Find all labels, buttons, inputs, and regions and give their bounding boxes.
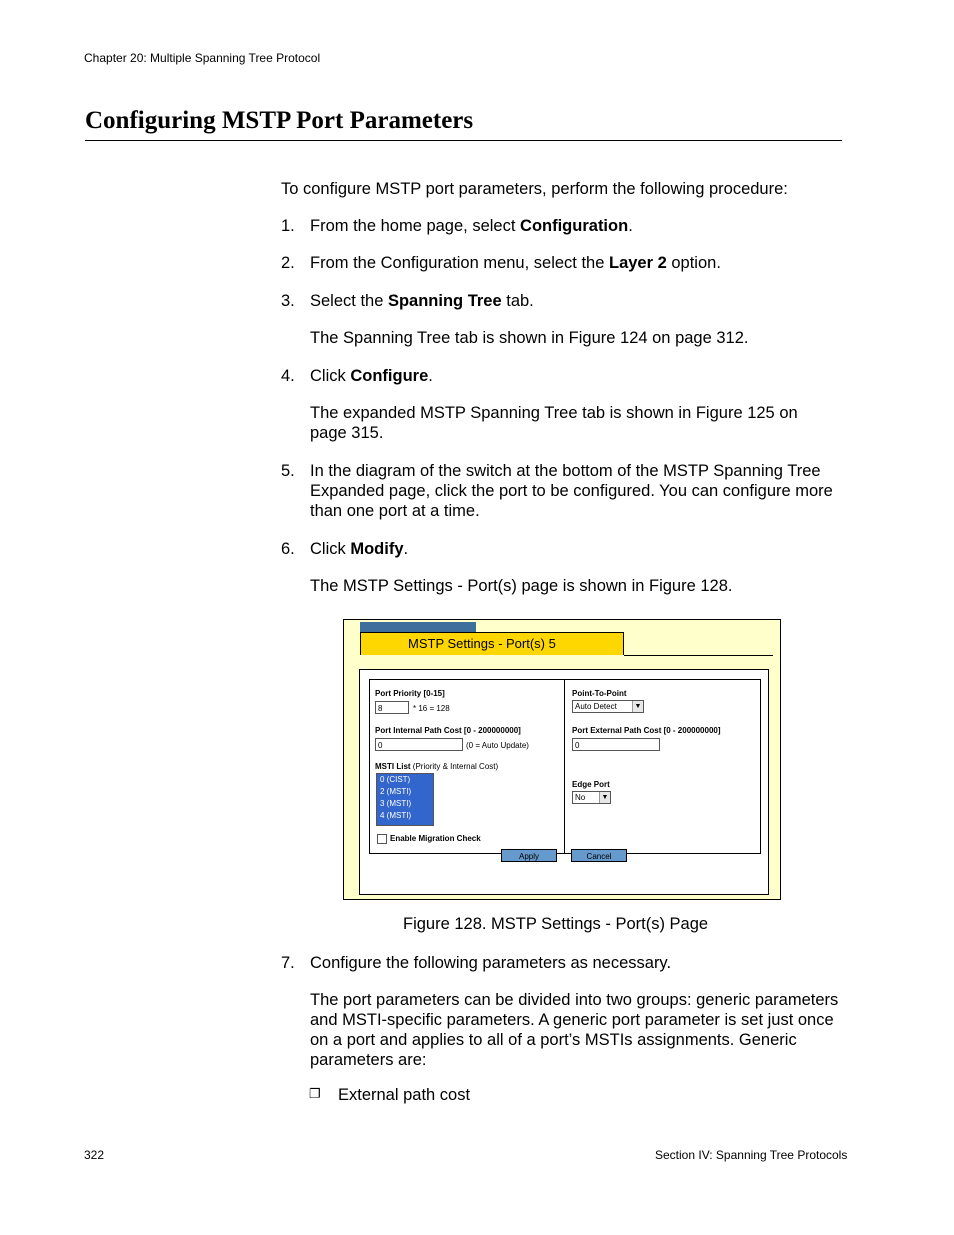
migration-check-label: Enable Migration Check: [390, 834, 481, 843]
p2p-label: Point-To-Point: [572, 689, 627, 698]
step-number: 7.: [281, 954, 295, 972]
bullet-icon: ❐: [309, 1086, 321, 1101]
internal-cost-input[interactable]: 0: [375, 738, 463, 751]
title-rule: [85, 140, 842, 141]
step-note: The port parameters can be divided into two groups: generic parameters and MSTI-specific parameters. A generic port parameter is set just once on a port and applies to all of a port’s MSTIs assignments. Generic parameters are:: [310, 991, 839, 1069]
external-cost-label: Port External Path Cost [0 - 200000000]: [572, 726, 721, 735]
list-item[interactable]: 4 (MSTI): [380, 811, 412, 820]
internal-cost-hint: (0 = Auto Update): [466, 741, 529, 750]
step-number: 1.: [281, 217, 295, 235]
figure-caption: Figure 128. MSTP Settings - Port(s) Page: [403, 915, 709, 933]
step-text: From the home page, select Configuration.: [310, 217, 633, 235]
step-note: The expanded MSTP Spanning Tree tab is shown in Figure 125 on page 315.: [310, 404, 798, 442]
chevron-down-icon: ▼: [632, 701, 643, 712]
mstp-settings-figure: [343, 619, 781, 900]
step-text: Configure the following parameters as necessary.: [310, 954, 672, 972]
settings-panel: [359, 669, 769, 895]
migration-check-checkbox[interactable]: [377, 834, 387, 844]
msti-list-label: MSTI List (Priority & Internal Cost): [375, 762, 499, 771]
tab-strip: [360, 622, 476, 632]
internal-cost-label: Port Internal Path Cost [0 - 200000000]: [375, 726, 521, 735]
settings-form: [369, 679, 761, 854]
step-number: 4.: [281, 367, 295, 385]
bullet-item: External path cost: [338, 1086, 471, 1104]
cancel-button[interactable]: Cancel: [571, 849, 627, 862]
list-item[interactable]: 2 (MSTI): [380, 787, 412, 796]
p2p-select[interactable]: Auto Detect ▼: [572, 700, 644, 713]
chevron-down-icon: ▼: [599, 792, 610, 803]
step-text: Click Configure.: [310, 367, 433, 385]
list-item[interactable]: 0 (CIST): [380, 775, 411, 784]
section-title: Configuring MSTP Port Parameters: [85, 107, 474, 134]
step-note: The MSTP Settings - Port(s) page is shown in Figure 128.: [310, 577, 733, 595]
tab-mstp-settings[interactable]: [360, 632, 624, 655]
port-priority-input[interactable]: 8: [375, 701, 409, 714]
step-number: 2.: [281, 254, 295, 272]
step-number: 3.: [281, 292, 295, 310]
tab-title: MSTP Settings - Port(s) 5: [408, 636, 556, 651]
edge-port-select[interactable]: No ▼: [572, 791, 611, 804]
step-text: Click Modify.: [310, 540, 409, 558]
apply-button[interactable]: Apply: [501, 849, 557, 862]
page-number: 322: [84, 1148, 105, 1162]
running-footer: Section IV: Spanning Tree Protocols: [655, 1148, 848, 1162]
msti-list[interactable]: [376, 773, 434, 826]
step-number: 5.: [281, 462, 295, 480]
step-text: Select the Spanning Tree tab.: [310, 292, 534, 310]
step-number: 6.: [281, 540, 295, 558]
intro-text: To configure MSTP port parameters, perform the following procedure:: [281, 180, 788, 198]
tab-baseline: [624, 655, 773, 656]
list-item[interactable]: 3 (MSTI): [380, 799, 412, 808]
external-cost-input[interactable]: 0: [572, 738, 660, 751]
running-header: Chapter 20: Multiple Spanning Tree Protocol: [84, 51, 321, 65]
column-divider: [564, 680, 565, 853]
step-note: The Spanning Tree tab is shown in Figure 124 on page 312.: [310, 329, 749, 347]
edge-port-label: Edge Port: [572, 780, 610, 789]
port-priority-label: Port Priority [0-15]: [375, 689, 445, 698]
step-text: In the diagram of the switch at the bottom of the MSTP Spanning Tree Expanded page, click the port to be configured. You can configure more than one port at a time.: [310, 462, 833, 520]
port-priority-hint: * 16 = 128: [413, 704, 450, 713]
step-text: From the Configuration menu, select the Layer 2 option.: [310, 254, 721, 272]
